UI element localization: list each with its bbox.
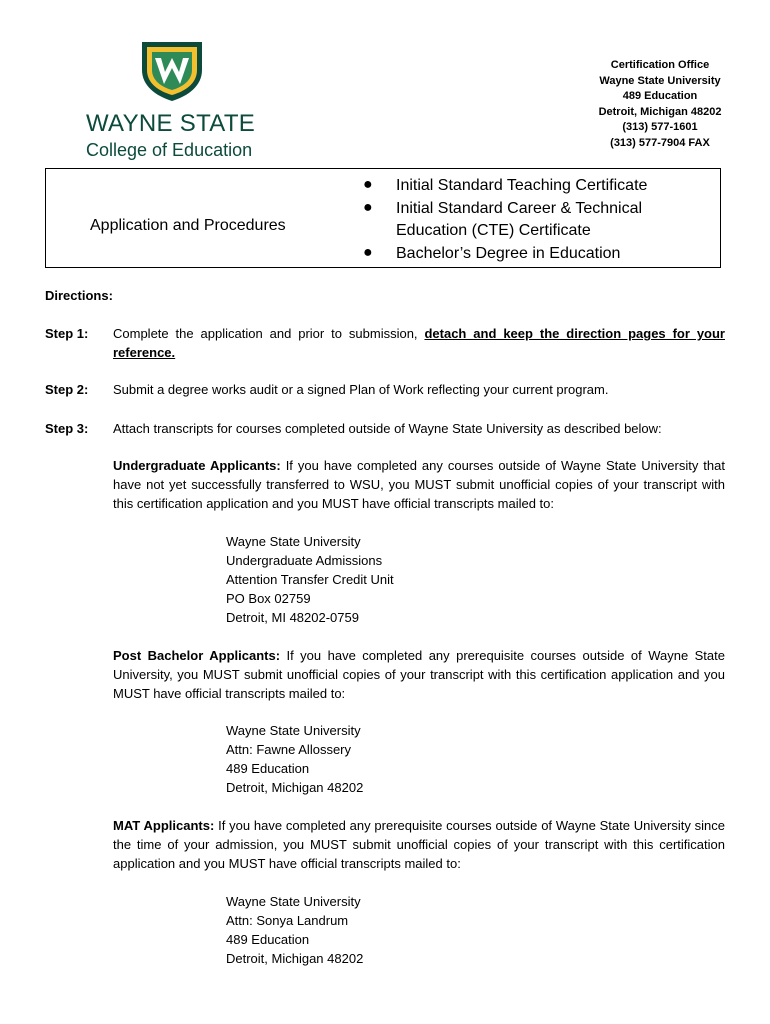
step-text: Submit a degree works audit or a signed Plan of Work reflecting your current program. — [113, 382, 609, 397]
bullet-icon: ● — [363, 198, 373, 216]
wayne-state-logo — [86, 40, 266, 165]
office-phone: (313) 577-1601 — [622, 121, 698, 134]
document-title: Application and Procedures — [90, 217, 286, 234]
certificate-label: Initial Standard Career & Technical — [396, 199, 643, 217]
address-line: Wayne State University — [226, 534, 361, 549]
address-line: Attention Transfer Credit Unit — [226, 572, 394, 587]
certificate-label: Bachelor’s Degree in Education — [396, 244, 621, 262]
logo-wordmark: WAYNE STATE — [86, 110, 256, 137]
section-heading: MAT Applicants: — [113, 818, 215, 833]
address-line: Attn: Fawne Allossery — [226, 742, 351, 757]
address-line: Undergraduate Admissions — [226, 553, 383, 568]
wayne-state-shield-icon — [140, 40, 204, 102]
directions-heading: Directions: — [45, 288, 113, 303]
undergraduate-address — [226, 532, 394, 627]
mat-address — [226, 892, 363, 968]
office-line: Detroit, Michigan 48202 — [598, 105, 722, 118]
title-box — [45, 168, 721, 268]
office-line: Certification Office — [610, 59, 710, 71]
address-line: Detroit, Michigan 48202 — [226, 951, 364, 966]
office-line: Wayne State University — [599, 74, 721, 87]
post-bachelor-section — [113, 646, 725, 703]
address-line: 489 Education — [226, 932, 310, 947]
section-heading: Undergraduate Applicants: — [113, 458, 281, 473]
address-line: Detroit, Michigan 48202 — [226, 780, 364, 795]
office-address — [560, 58, 760, 152]
certificate-item — [351, 243, 647, 266]
section-text: If you have completed any prerequisite courses outside of Wayne State University, you MUST submit unofficial copies of your transcript with this certification application and you MUST have official transcripts mailed to: — [113, 648, 725, 701]
certificate-list — [351, 175, 647, 265]
section-text: If you have completed any prerequisite courses outside of Wayne State University since the time of your admission, you MUST submit unofficial copies of your transcript with this certification application and you MUST have official transcripts mailed to: — [113, 818, 725, 871]
office-fax: (313) 577-7904 FAX — [610, 136, 710, 149]
section-text: If you have completed any courses outside of Wayne State University that have not yet successfully transferred to WSU, you MUST submit unofficial copies of your transcript with this certification application and you MUST have official transcripts mailed to: — [113, 458, 725, 511]
step-text-body: Complete the application and prior to submission, — [113, 326, 425, 341]
certificate-label: Initial Standard Teaching Certificate — [396, 177, 648, 194]
step-text: Attach transcripts for courses completed outside of Wayne State University as described below: — [113, 421, 662, 436]
logo-college-name: College of Education — [86, 140, 253, 160]
address-line: PO Box 02759 — [226, 591, 311, 606]
address-line: Detroit, MI 48202-0759 — [226, 610, 359, 625]
address-line: Attn: Sonya Landrum — [226, 913, 349, 928]
undergraduate-section — [113, 456, 725, 513]
certificate-item — [351, 175, 647, 198]
address-line: Wayne State University — [226, 894, 361, 909]
address-line: 489 Education — [226, 761, 310, 776]
certificate-item — [351, 198, 647, 243]
address-line: Wayne State University — [226, 723, 361, 738]
bullet-icon: ● — [363, 243, 373, 261]
section-heading: Post Bachelor Applicants: — [113, 648, 281, 663]
certificate-label-continued: Education (CTE) Certificate — [396, 222, 591, 239]
mat-section — [113, 816, 725, 873]
step-emphasis: detach and keep the direction pages for your reference. — [113, 326, 725, 360]
bullet-icon: ● — [363, 176, 373, 193]
office-line: 489 Education — [622, 90, 698, 103]
step-text — [113, 324, 725, 362]
step-label: Step 2: — [45, 382, 89, 397]
step-label: Step 1: — [45, 326, 89, 341]
post-bachelor-address — [226, 721, 363, 797]
step-label: Step 3: — [45, 421, 89, 436]
